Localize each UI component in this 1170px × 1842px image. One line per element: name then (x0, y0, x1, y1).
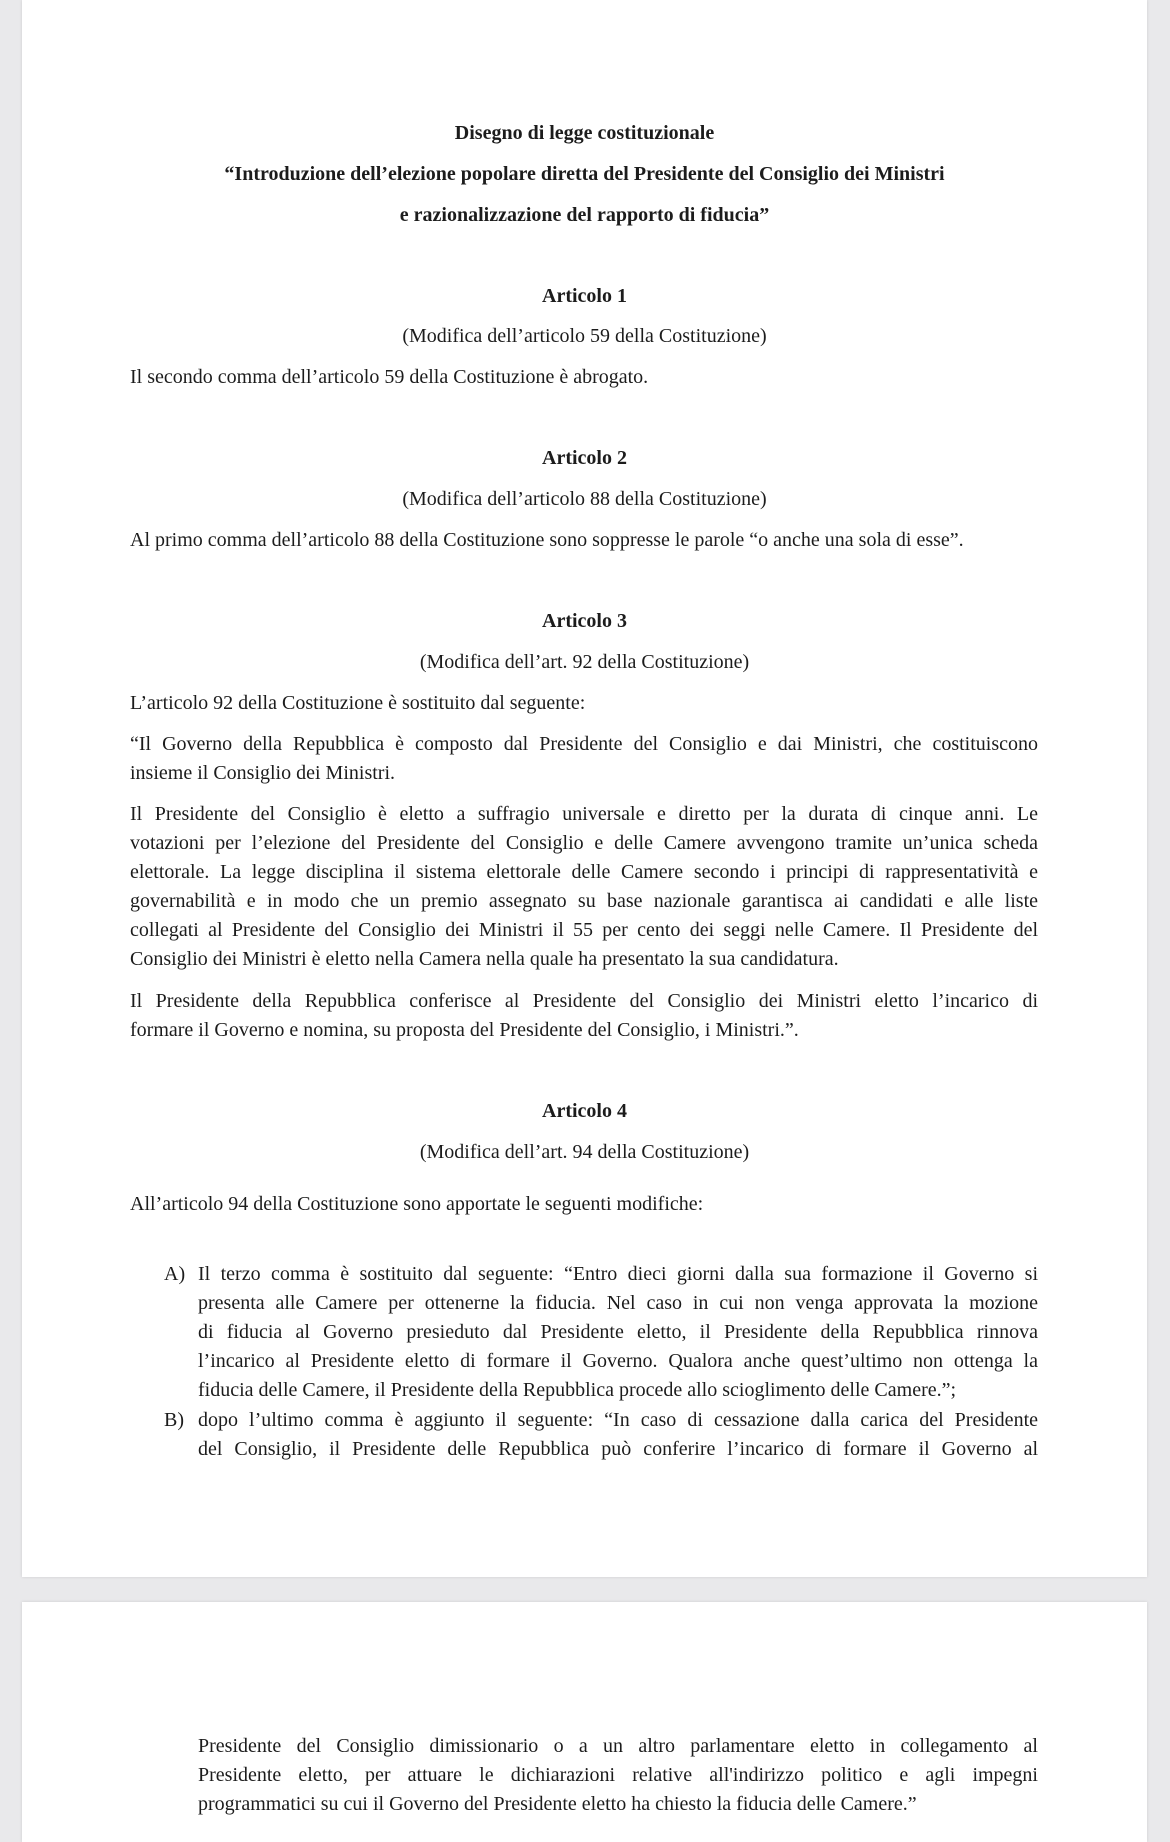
article-2-heading: Articolo 2 (542, 447, 627, 469)
paragraph-line: Il Presidente della Repubblica conferisce al Presidente del Consiglio dei Ministri eletto l’incarico di (130, 990, 1038, 1012)
list-marker: B) (164, 1409, 184, 1431)
list-item-b-continued (198, 1732, 1038, 1819)
paragraph-line: insieme il Consiglio dei Ministri. (130, 762, 395, 784)
list-marker: A) (164, 1263, 186, 1285)
list-item-line: programmatici su cui il Governo del Presidente eletto ha chiesto la fiducia delle Camere.” (198, 1793, 917, 1815)
article-4-heading: Articolo 4 (542, 1100, 627, 1122)
list-item-line: l’incarico al Presidente eletto di formare il Governo. Qualora anche quest’ultimo non ottenga la (198, 1350, 1038, 1372)
article-4-subheading: (Modifica dell’art. 94 della Costituzione) (419, 1141, 750, 1163)
paragraph-line: votazioni per l’elezione del Presidente del Consiglio e delle Camere avvengono tramite un’unica scheda (130, 832, 1038, 854)
article-4-intro: All’articolo 94 della Costituzione sono apportate le seguenti modifiche: (130, 1193, 704, 1215)
list-item-line: del Consiglio, il Presidente delle Repubblica può conferire l’incarico di formare il Governo al (198, 1438, 1038, 1460)
article-3-heading: Articolo 3 (542, 610, 627, 632)
article-3-subheading: (Modifica dell’art. 92 della Costituzione) (419, 651, 750, 673)
article-3-paragraph-3 (130, 987, 1038, 1045)
article-1-text: Il secondo comma dell’articolo 59 della Costituzione è abrogato. (130, 366, 649, 388)
doc-title: Disegno di legge costituzionale (454, 122, 715, 144)
document-page-1 (22, 0, 1147, 1577)
paragraph-line: collegati al Presidente del Consiglio dei Ministri il 55 per cento dei seggi nelle Camere. Il Presidente del (130, 919, 1038, 941)
article-2-text: Al primo comma dell’articolo 88 della Costituzione sono soppresse le parole “o anche una sola di esse”. (130, 529, 964, 551)
doc-subtitle-line-1: “Introduzione dell’elezione popolare diretta del Presidente del Consiglio dei Ministri (224, 163, 945, 185)
article-1-subheading: (Modifica dell’articolo 59 della Costituzione) (402, 325, 767, 347)
list-item-line: dopo l’ultimo comma è aggiunto il seguente: “In caso di cessazione dalla carica del Presidente (198, 1409, 1038, 1431)
article-3-paragraph-1 (130, 730, 1038, 788)
doc-subtitle-line-2: e razionalizzazione del rapporto di fiducia” (399, 204, 770, 226)
paragraph-line: governabilità e in modo che un premio assegnato su base nazionale garantisca ai candidati e alle liste (130, 890, 1038, 912)
list-item-line: Il terzo comma è sostituito dal seguente: “Entro dieci giorni dalla sua formazione il Governo si (198, 1263, 1038, 1285)
paragraph-line: formare il Governo e nomina, su proposta del Presidente del Consiglio, i Ministri.”. (130, 1019, 799, 1041)
article-3-intro: L’articolo 92 della Costituzione è sostituito dal seguente: (130, 692, 586, 714)
paragraph-line: “Il Governo della Repubblica è composto dal Presidente del Consiglio e dai Ministri, che costituiscono (130, 733, 1038, 755)
list-item-line: fiducia delle Camere, il Presidente della Repubblica procede allo scioglimento delle Camere.”; (198, 1379, 957, 1401)
article-1-heading: Articolo 1 (542, 285, 627, 307)
document-page-2 (22, 1602, 1147, 1842)
list-item-line: presenta alle Camere per ottenerne la fiducia. Nel caso in cui non venga approvata la mozione (198, 1292, 1038, 1314)
paragraph-line: Consiglio dei Ministri è eletto nella Camera nella quale ha presentato la sua candidatura. (130, 948, 839, 970)
paragraph-line: Il Presidente del Consiglio è eletto a suffragio universale e diretto per la durata di cinque anni. Le (130, 803, 1038, 825)
list-item-line: Presidente eletto, per attuare le dichiarazioni relative all'indirizzo politico e agli impegni (198, 1764, 1038, 1786)
article-3-paragraph-2 (130, 800, 1038, 974)
paragraph-line: elettorale. La legge disciplina il sistema elettorale delle Camere secondo i principi di rappresentatività e (130, 861, 1038, 883)
list-item-line: di fiducia al Governo presieduto dal Presidente eletto, il Presidente della Repubblica rinnova (198, 1321, 1038, 1343)
article-2-subheading: (Modifica dell’articolo 88 della Costituzione) (402, 488, 767, 510)
list-item-line: Presidente del Consiglio dimissionario o a un altro parlamentare eletto in collegamento al (198, 1735, 1038, 1757)
